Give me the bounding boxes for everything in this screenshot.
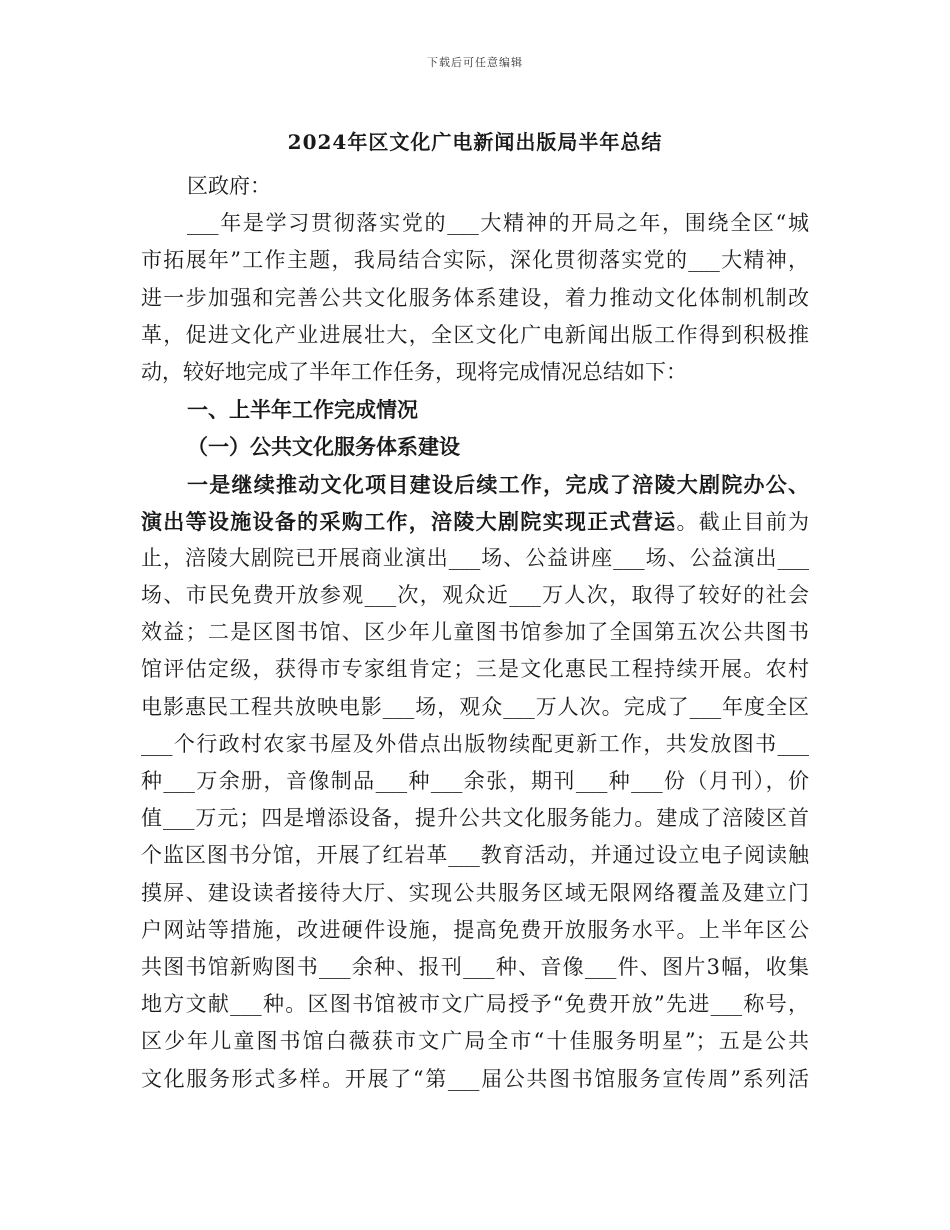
paragraph-line: 户网站等措施，改进硬件设施，提高免费开放服务水平。上半年区公 bbox=[141, 917, 809, 942]
paragraph-line: ___年是学习贯彻落实党的___大精神的开局之年，围绕全区“城 bbox=[187, 211, 809, 236]
paragraph-line: 电影惠民工程共放映电影___场，观众___万人次。完成了___年度全区 bbox=[141, 694, 809, 719]
paragraph-line: 摸屏、建设读者接待大厅、实现公共服务区域无限网络覆盖及建立门 bbox=[141, 880, 809, 905]
paragraph-line: 共图书馆新购图书___余种、报刊___种、音像___件、图片3幅，收集 bbox=[141, 954, 809, 979]
page-header-note: 下载后可任意编辑 bbox=[427, 56, 523, 69]
paragraph-line: 场、市民免费开放参观___次，观众近___万人次，取得了较好的社会 bbox=[141, 583, 809, 608]
paragraph-line: 个监区图书分馆，开展了红岩革___教育活动，并通过设立电子阅读触 bbox=[141, 843, 809, 868]
document-title: 2024年区文化广电新闻出版局半年总结 bbox=[287, 130, 663, 154]
salutation: 区政府： bbox=[187, 174, 271, 198]
paragraph-line: 市拓展年”工作主题，我局结合实际，深化贯彻落实党的___大精神， bbox=[141, 248, 809, 273]
paragraph-line: 地方文献___种。区图书馆被市文广局授予“免费开放”先进___称号， bbox=[141, 992, 809, 1017]
paragraph-line: 种___万余册，音像制品___种___余张，期刊___种___份（月刊），价 bbox=[141, 769, 809, 793]
section-heading: 一、上半年工作完成情况 bbox=[187, 397, 418, 423]
paragraph-line-mixed bbox=[141, 503, 809, 540]
paragraph-line: 区少年儿童图书馆白薇获市文广局全市“十佳服务明星”；五是公共 bbox=[141, 1029, 809, 1054]
subsection-heading: （一）公共文化服务体系建设 bbox=[187, 434, 460, 460]
paragraph-line: 进一步加强和完善公共文化服务体系建设，着力推动文化体制机制改 bbox=[141, 285, 809, 310]
paragraph-line: 值___万元；四是增添设备，提升公共文化服务能力。建成了涪陵区首 bbox=[141, 806, 809, 831]
bold-text-segment: 演出等设施设备的采购工作，涪陵大剧院实现正式营运 bbox=[141, 508, 677, 534]
paragraph-line: 革，促进文化产业进展壮大，全区文化广电新闻出版工作得到积极推 bbox=[141, 322, 809, 347]
paragraph-line: ___个行政村农家书屋及外借点出版物续配更新工作，共发放图书___ bbox=[141, 731, 809, 756]
paragraph-line: 效益；二是区图书馆、区少年儿童图书馆参加了全国第五次公共图书 bbox=[141, 620, 809, 645]
paragraph-line: 文化服务形式多样。开展了“第___届公共图书馆服务宣传周”系列活 bbox=[141, 1066, 809, 1091]
text-segment: 。截止目前为 bbox=[676, 509, 809, 534]
paragraph-line: 动，较好地完成了半年工作任务，现将完成情况总结如下： bbox=[141, 359, 687, 384]
document-body bbox=[141, 168, 809, 1098]
paragraph-line: 馆评估定级，获得市专家组肯定；三是文化惠民工程持续开展。农村 bbox=[141, 657, 809, 682]
paragraph-line: 止，涪陵大剧院已开展商业演出___场、公益讲座___场、公益演出___ bbox=[141, 545, 809, 570]
paragraph-line: 一是继续推动文化项目建设后续工作，完成了涪陵大剧院办公、 bbox=[187, 471, 809, 497]
